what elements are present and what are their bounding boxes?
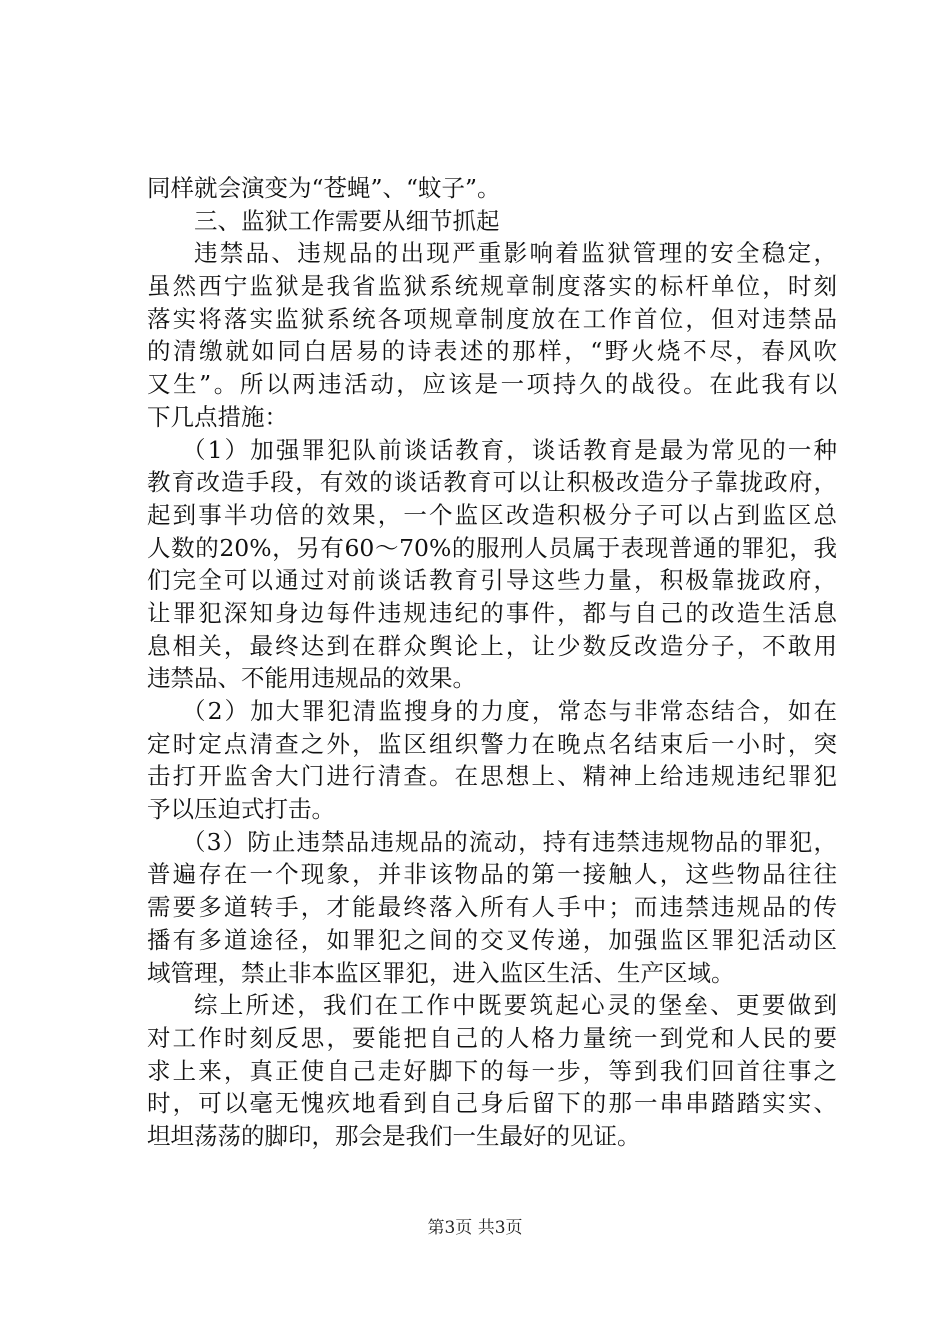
text-line: 违禁品、不能用违规品的效果。 (147, 664, 476, 693)
text-line: 予以压迫式打击。 (147, 795, 335, 824)
text-line: 的清缴就如同白居易的诗表述的那样，“野火烧不尽，春风吹 (147, 337, 837, 366)
text-line: 同样就会演变为“苍蝇”、“蚊子”。 (147, 174, 501, 202)
text-line: 教育改造手段，有效的谈话教育可以让积极改造分子靠拢政府， (147, 468, 837, 497)
text-line: 下几点措施： (147, 402, 288, 431)
text-line: 综上所述，我们在工作中既要筑起心灵的堡垒、更要做到 (194, 991, 837, 1020)
text-line: 求上来，真正使自己走好脚下的每一步，等到我们回首往事之 (147, 1056, 837, 1085)
text-line: 击打开监舍大门进行清查。在思想上、精神上给违规违纪罪犯 (147, 762, 837, 791)
text-line: 人数的20%，另有60～70%的服刑人员属于表现普通的罪犯，我 (147, 533, 837, 562)
text-line: 需要多道转手，才能最终落入所有人手中；而违禁违规品的传 (147, 893, 837, 922)
text-line: 三、监狱工作需要从细节抓起 (194, 206, 500, 235)
text-line: （3）防止违禁品违规品的流动，持有违禁违规物品的罪犯， (182, 827, 837, 856)
text-line: 时，可以毫无愧疚地看到自己身后留下的那一串串踏踏实实、 (147, 1089, 837, 1118)
text-line: 违禁品、违规品的出现严重影响着监狱管理的安全稳定， (194, 239, 837, 268)
text-line: 们完全可以通过对前谈话教育引导这些力量，积极靠拢政府， (147, 566, 837, 595)
text-line: 域管理，禁止非本监区罪犯，进入监区生活、生产区域。 (147, 958, 735, 987)
document-body (147, 172, 837, 1153)
text-line: （2）加大罪犯清监搜身的力度，常态与非常态结合，如在 (182, 697, 837, 725)
text-line: 普遍存在一个现象，并非该物品的第一接触人，这些物品往往 (147, 860, 837, 889)
text-line: 播有多道途径，如罪犯之间的交叉传递，加强监区罪犯活动区 (147, 925, 837, 954)
text-line: 坦坦荡荡的脚印，那会是我们一生最好的见证。 (147, 1121, 641, 1150)
text-line: 息相关，最终达到在群众舆论上，让少数反改造分子，不敢用 (147, 631, 837, 660)
text-line: 定时定点清查之外，监区组织警力在晚点名结束后一小时，突 (147, 729, 837, 758)
text-line: 落实将落实监狱系统各项规章制度放在工作首位，但对违禁品 (147, 304, 837, 333)
text-line: 对工作时刻反思，要能把自己的人格力量统一到党和人民的要 (147, 1023, 837, 1052)
text-line: 起到事半功倍的效果，一个监区改造积极分子可以占到监区总 (147, 500, 837, 529)
text-line: 虽然西宁监狱是我省监狱系统规章制度落实的标杆单位，时刻 (147, 272, 837, 301)
text-line: 又生”。所以两违活动，应该是一项持久的战役。在此我有以 (147, 370, 837, 399)
page-footer: 第3页 共3页 (427, 1218, 523, 1238)
text-line: （1）加强罪犯队前谈话教育，谈话教育是最为常见的一种 (182, 435, 837, 464)
text-line: 让罪犯深知身边每件违规违纪的事件，都与自己的改造生活息 (147, 598, 837, 627)
